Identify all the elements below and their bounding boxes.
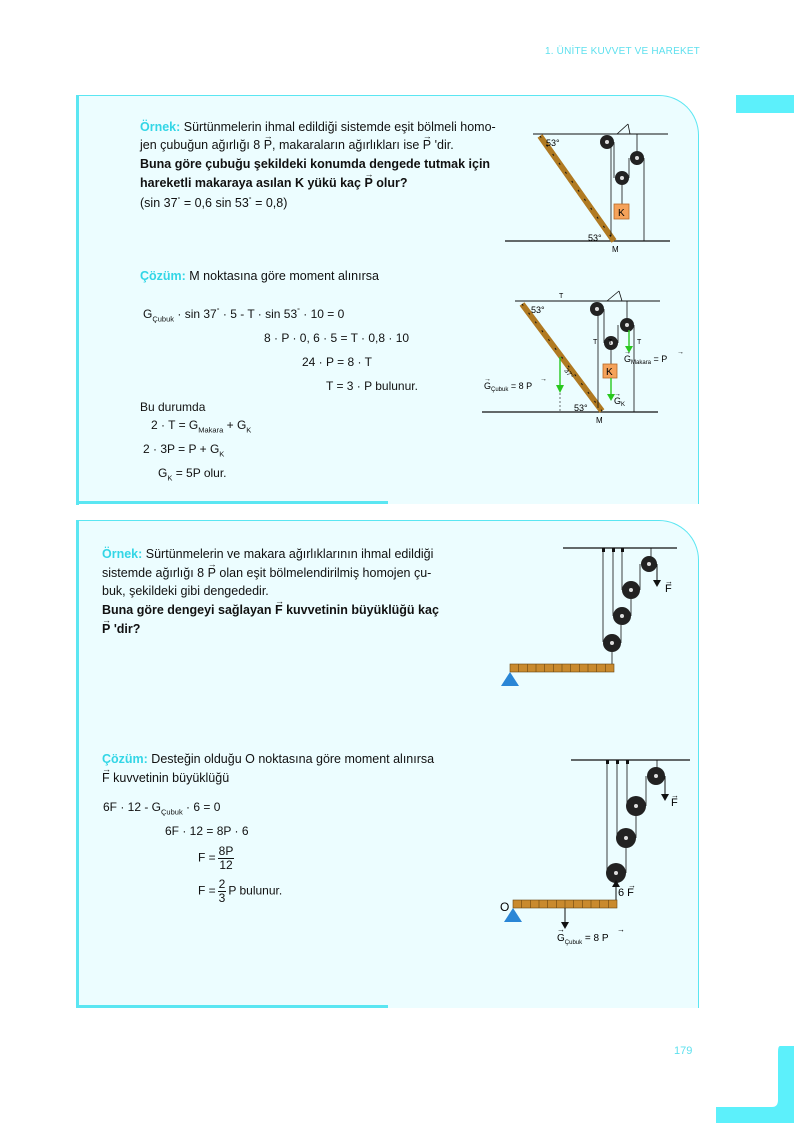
- svg-text:→: →: [484, 376, 491, 383]
- ex2-line2: sistemde ağırlığı 8 → P olan eşit bölmelendirilmiş homojen çu-: [102, 564, 431, 582]
- fig2-tension-top: T: [559, 293, 564, 300]
- sol1-eq2: 8 · P · 0, 6 · 5 = T · 0,8 · 10: [264, 331, 410, 345]
- fig4-f-label: F: [671, 797, 678, 809]
- sol2-eq2: 6F · 12 = 8P · 6: [165, 824, 249, 838]
- sol2-eq1: $6F \cdot 12 - G_{Çubuk} \cdot 6 = 0$: [103, 800, 221, 817]
- svg-text:→: →: [671, 791, 679, 800]
- fig2-angle-bottom: 53°: [574, 403, 588, 413]
- fig2-k-label: K: [606, 367, 613, 378]
- sol1-eq7: $2 \cdot 3P = P + G_K$: [143, 442, 225, 459]
- fig2-m-label: M: [596, 416, 603, 425]
- svg-text:→: →: [614, 391, 621, 398]
- sol1-eq5: Bu durumda: [140, 400, 206, 414]
- fig1-k-label: K: [618, 208, 625, 219]
- sol2-eq4: F = $\frac{2}{3}$ P bulunur.: [198, 877, 283, 905]
- svg-text:→: →: [624, 349, 631, 356]
- ex1-question-2: hareketli makaraya asılan K yükü kaç → P olur?: [140, 174, 408, 192]
- ex2-question-1: Buna göre dengeyi sağlayan → F kuvvetinin büyüklüğü kaç: [102, 601, 439, 619]
- fig3-f-label: F: [665, 583, 672, 595]
- fig2-g-makara: $G_{Makara} = P$: [624, 354, 668, 366]
- sol1-eq8: $G_K = 5P$ olur.: [158, 466, 227, 483]
- svg-text:→: →: [677, 349, 684, 356]
- ex1-sin-values: (sin 37° = 0,6 sin 53° = 0,8): [140, 196, 288, 211]
- fig2-tension-3: T: [637, 339, 642, 346]
- sol1-eq6: $2 \cdot T = G_{Makara} + G_K$: [151, 418, 252, 435]
- fig2-tension-2: T: [608, 339, 613, 346]
- svg-text:→: →: [665, 577, 673, 586]
- ex2-line1: Örnek: Sürtünmelerin ve makara ağırlıklarının ihmal edildiği: [102, 547, 434, 561]
- fig2-g-k: $G_K$: [614, 396, 626, 408]
- fig2-angle-top: 53°: [531, 305, 545, 315]
- sol2-eq3: F = $\frac{8P}{12}$: [198, 844, 234, 872]
- ex1-question-1: Buna göre çubuğu şekildeki konumda dengede tutmak için: [140, 157, 491, 171]
- fig1-angle-bottom: 53°: [588, 233, 602, 243]
- fig2-angle-37: 37°: [562, 367, 575, 381]
- svg-text:→: →: [617, 925, 625, 934]
- ex2-line3: buk, şekildeki gibi dengededir.: [102, 584, 269, 598]
- fig1-m-label: M: [612, 245, 619, 254]
- ex2-question-2: → P 'dir?: [102, 620, 140, 638]
- fig1-angle-top: 53°: [546, 138, 560, 148]
- fig2-g-cubuk: $G_{Çubuk} = 8$ P: [484, 381, 533, 393]
- svg-text:→: →: [557, 925, 565, 934]
- sol2-intro-1: Çözüm: Desteğin olduğu O noktasına göre moment alınırsa: [102, 752, 435, 766]
- sol2-intro-2: → F kuvvetinin büyüklüğü: [102, 769, 229, 787]
- page-number: 179: [674, 1045, 693, 1057]
- fig4-o-label: O: [500, 900, 510, 914]
- sol1-eq4: T = 3 · P bulunur.: [326, 379, 418, 393]
- sol1-eq1: $G_{Çubuk} \cdot \sin 37^\circ \cdot 5 - T \cdot \sin 53^\circ \cdot 10 = 0$: [143, 307, 345, 324]
- unit-header: 1. ÜNİTE KUVVET VE HAREKET: [544, 46, 700, 57]
- svg-text:→: →: [540, 376, 547, 383]
- fig4-6f-label: 6 F: [618, 887, 634, 899]
- sol1-intro: Çözüm: M noktasına göre moment alınırsa: [140, 269, 379, 283]
- sol1-eq3: 24 · P = 8 · T: [302, 355, 372, 369]
- fig2-tension-1: T: [593, 339, 598, 346]
- ex1-line1: Örnek: Sürtünmelerin ihmal edildiği sistemde eşit bölmeli homo-: [140, 120, 496, 134]
- ex1-line2: jen çubuğun ağırlığı 8 → P, makaraların ağırlıkları ise → P 'dir.: [140, 136, 454, 154]
- svg-text:→: →: [628, 881, 636, 890]
- fig4-g-cubuk: $G_{Çubuk} = 8$ P: [557, 933, 609, 946]
